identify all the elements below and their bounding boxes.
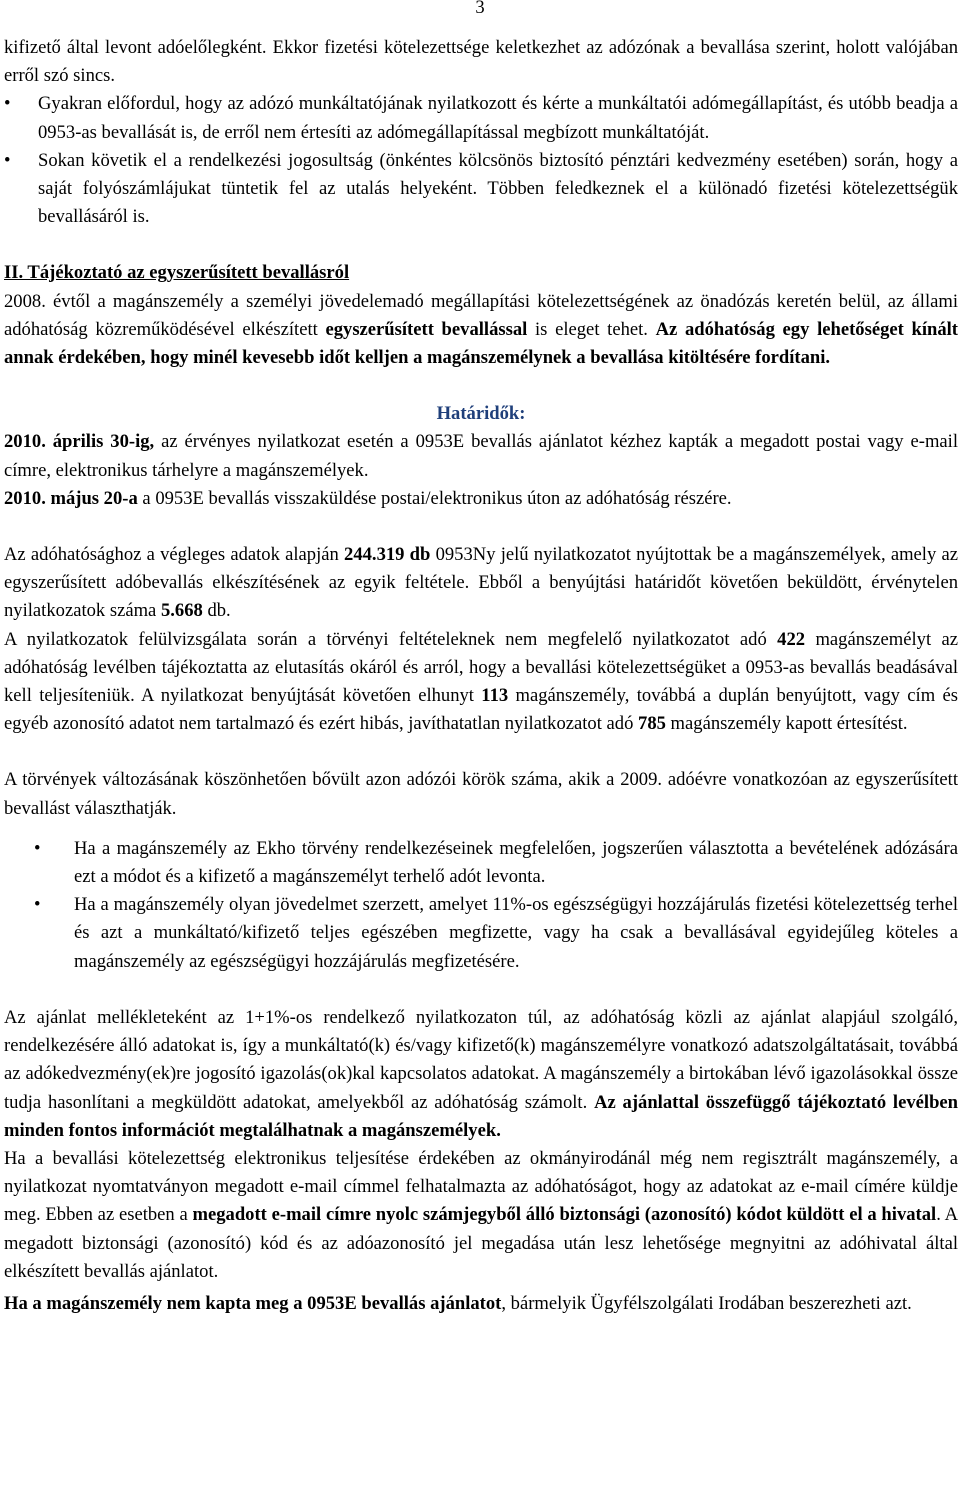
bullet-item	[4, 90, 958, 146]
last-bold: Ha a magánszemély nem kapta meg a 0953E bevallás ajánlatot	[4, 1292, 502, 1314]
deadline-item	[4, 485, 958, 513]
bullet-text: Ha a magánszemély olyan jövedelmet szerzett, amelyet 11%-os egészségügyi hozzájárulás fizetési kötelezettség terhel és azt a munkáltató/kifizető teljes egészében megfizette, vagy ha csak a bevallásával egyidejűleg köteles a magánszemély az egészségügyi hozzájárulás megfizetésére.	[74, 894, 958, 972]
stats-text: A nyilatkozatok felülvizsgálata során a törvényi feltételeknek nem megfelelő nyilatkozatot adó	[4, 628, 778, 650]
deadlines-title: Határidők:	[436, 403, 526, 425]
bullet-item	[4, 147, 958, 232]
bullet-icon: •	[34, 894, 41, 916]
intro-text: is eleget tehet.	[527, 318, 656, 340]
deadline-date: 2010. április 30-ig,	[4, 431, 155, 453]
stats-number: 113	[481, 685, 509, 707]
stats-text: magánszemély, továbbá a duplán benyújtott, vagy cím és egyéb azonosító adatot nem tartalmazó és ezért hibás, javíthatatlan nyilatkozatot adó	[4, 685, 958, 735]
last-text: , bármelyik Ügyfélszolgálati Irodában beszerezheti azt.	[501, 1292, 912, 1314]
intro-bold: Az adóhatóság egy lehetőséget kínált annak érdekében, hogy minél kevesebb időt kelljen a magánszemélynek a bevallása kitöltésére fordítani.	[4, 318, 959, 369]
deadline-date: 2010. május 20-a	[4, 487, 138, 509]
bullet-icon: •	[34, 837, 41, 859]
stats-number: 244.319 db	[344, 544, 431, 566]
electronic-paragraph	[4, 1145, 958, 1286]
section-heading: II. Tájékoztató az egyszerűsített bevallásról	[4, 262, 350, 284]
change-paragraph: A törvények változásának köszönhetően bővült azon adózói körök száma, akik a 2009. adóévre vonatkozóan az egyszerűsített bevallást választhatják.	[4, 769, 958, 819]
stats-text: magánszemély kapott értesítést.	[665, 713, 908, 735]
deadline-item	[4, 428, 958, 484]
bullet-icon: •	[4, 93, 11, 115]
intro-text: 2008. évtől a magánszemély a személyi jövedelemadó megállapítási kötelezettségének az önadózás keretén belül, az állami adóhatóság közreműködésével elkészített	[4, 290, 958, 340]
stats-paragraph	[4, 541, 958, 626]
page-number: 3	[475, 0, 485, 18]
stats-number: 5.668	[160, 600, 203, 622]
bullet-item	[4, 891, 958, 976]
bullet-text: Sokan követik el a rendelkezési jogosultság (önkéntes kölcsönös biztosító pénztári kedvezmény esetében) során, hogy a saját folyószámlájukat tüntetik fel az utalás helyeként. Többen feledkeznek el a különadó fizetési kötelezettségük bevallásáról is.	[38, 149, 958, 228]
electronic-bold: megadott e-mail címre nyolc számjegyből álló biztonsági (azonosító) kódot küldött el a hivatal	[192, 1204, 937, 1226]
deadline-text: a 0953E bevallás visszaküldése postai/elektronikus úton az adóhatóság részére.	[137, 487, 732, 509]
stats-text: db.	[202, 600, 231, 622]
page-content	[4, 34, 958, 1318]
stats-text: Az adóhatósághoz a végleges adatok alapján	[4, 544, 345, 566]
electronic-text: . A megadott biztonsági (azonosító) kód és az adóazonosító jel megadása után lesz lehetősége megnyitni az adóhivatal által elkészített bevallás ajánlatot.	[4, 1204, 959, 1282]
stats-text: magánszemélyt az adóhatóság levélben tájékoztatta az elutasítás okáról és arról, hogy a bevallási kötelezettségüket a 0953-as bevallás beadásával kell teljesíteniük. A nyilatkozat benyújtását követően elhunyt	[4, 628, 959, 707]
bullet-text: Ha a magánszemély az Ekho törvény rendelkezéseinek megfelelően, jogszerűen választotta a bevételének adózására ezt a módot és a kifizető a magánszemélyt terhelő adót levonta.	[74, 837, 958, 888]
electronic-text: Ha a bevallási kötelezettség elektronikus teljesítése érdekében az okmányirodánál még nem regisztrált magánszemély, a nyilatkozat nyomtatványon megadott e-mail címmel felhatalmazta az adóhatóságot, hogy az adatokat az e-mail címére küldje meg. Ebben az esetben a	[4, 1147, 958, 1226]
bullet-icon: •	[4, 149, 11, 171]
stats-number: 422	[777, 628, 806, 650]
offer-paragraph	[4, 1004, 958, 1145]
offer-bold: Az ajánlattal összefüggő tájékoztató levélben minden fontos információt megtalálhatnak a magánszemélyek.	[4, 1091, 959, 1141]
offer-text: Az ajánlat mellékleteként az 1+1%-os rendelkező nyilatkozaton túl, az adóhatóság közli az ajánlat alapjául szolgáló, rendelkezésére álló adatokat is, így a munkáltató(k) és/vagy kifizető(k) magánszemélyre vonatkozó adatszolgáltatásait, továbbá az adókedvezmény(ek)re jogosító igazolás(ok)kal kapcsolatos adatokat. A magánszemély a birtokában lévő igazolásokkal össze tudja hasonlítani a megküldött adatokat, amelyekből az adóhatóság számolt.	[4, 1006, 958, 1113]
bullet-text: Gyakran előfordul, hogy az adózó munkáltatójának nyilatkozott és kérte a munkáltatói adómegállapítást, és utóbb beadja a 0953-as bevallását is, de erről nem értesíti az adómegállapítással megbízott munkáltatóját.	[38, 93, 958, 143]
paragraph-continuation: kifizető által levont adóelőlegként. Ekkor fizetési kötelezettsége keletkezhet az adózónak a bevallása szerint, holott valójában erről szó sincs.	[4, 37, 958, 87]
deadline-text: az érvényes nyilatkozat esetén a 0953E bevallás ajánlatot kézhez kapták a megadott postai vagy e-mail címre, elektronikus tárhelyre a magánszemélyek.	[4, 431, 958, 481]
intro-bold: egyszerűsített bevallással	[325, 318, 528, 340]
review-paragraph	[4, 626, 958, 739]
bullet-item	[4, 835, 958, 891]
last-paragraph	[4, 1290, 958, 1318]
stats-text: 0953Ny jelű nyilatkozatot nyújtottak be a magánszemélyek, amely az egyszerűsített adóbevallás elkészítésének az egyik feltétele. Ebből a benyújtási határidőt követően beküldött, érvénytelen nyilatkozatok száma	[4, 544, 958, 622]
stats-number: 785	[638, 713, 666, 735]
intro-paragraph	[4, 288, 958, 373]
